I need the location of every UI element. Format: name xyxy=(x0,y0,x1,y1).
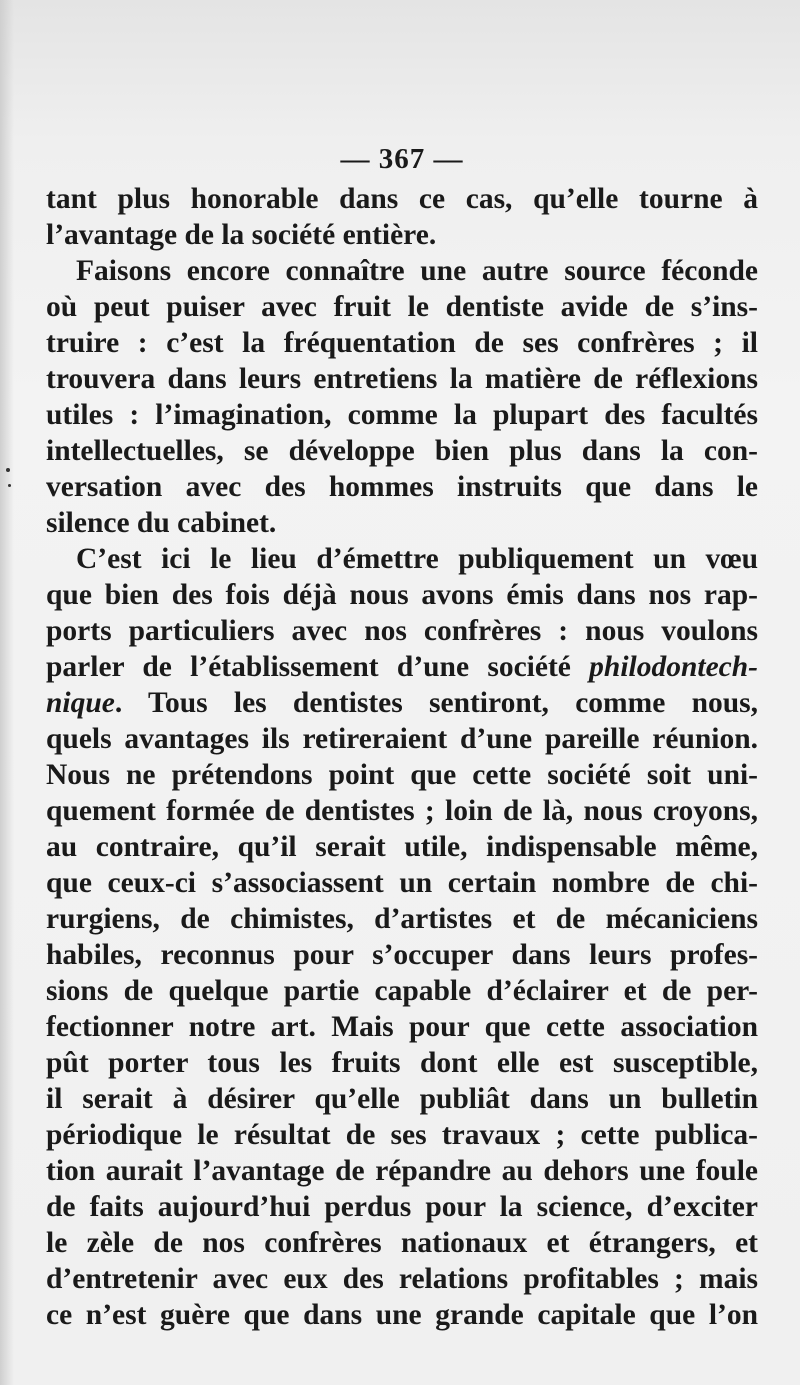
text-line: fectionner notre art. Mais pour que cette association xyxy=(46,1011,758,1043)
text-line: périodique le résultat de ses travaux ; cette publica- xyxy=(46,1119,758,1151)
text-line: Nous ne prétendons point que cette société soit uni- xyxy=(46,759,758,791)
ink-speck xyxy=(8,484,11,487)
text-line: quels avantages ils retireraient d’une pareille réunion. xyxy=(46,723,758,755)
text-line: versation avec des hommes instruits que dans le xyxy=(46,471,758,503)
text-line: utiles : l’imagination, comme la plupart des facultés xyxy=(46,399,758,431)
text-line: d’entretenir avec eux des relations profitables ; mais xyxy=(46,1263,758,1295)
text-line: tion aurait l’avantage de répandre au dehors une foule xyxy=(46,1155,758,1187)
text-line: tant plus honorable dans ce cas, qu’elle tourne à xyxy=(46,183,758,215)
text-line: habiles, reconnus pour s’occuper dans leurs profes- xyxy=(46,939,758,971)
text-line: intellectuelles, se développe bien plus dans la con- xyxy=(46,435,758,467)
italic-term: philodontech- xyxy=(589,651,758,683)
page-number: — 367 — xyxy=(340,143,464,175)
paragraph-first-line: C’est ici le lieu d’émettre publiquement un vœu xyxy=(76,543,758,575)
text-line: de faits aujourd’hui perdus pour la science, d’exciter xyxy=(46,1191,758,1223)
text-line: ce n’est guère que dans une grande capitale que l’on xyxy=(46,1299,758,1331)
text-line xyxy=(46,649,758,685)
text-line: quement formée de dentistes ; loin de là, nous croyons, xyxy=(46,795,758,827)
text-line: pût porter tous les fruits dont elle est susceptible, xyxy=(46,1047,758,1079)
ink-speck xyxy=(6,468,10,472)
text-line: l’avantage de la société entière. xyxy=(46,219,437,251)
text-line: le zèle de nos confrères nationaux et étrangers, et xyxy=(46,1227,758,1259)
text-line: silence du cabinet. xyxy=(46,507,277,539)
text-line: sions de quelque partie capable d’éclairer et de per- xyxy=(46,975,758,1007)
text-line: ports particuliers avec nos confrères : nous voulons xyxy=(46,615,758,647)
text-line: truire : c’est la fréquentation de ses confrères ; il xyxy=(46,327,758,359)
text-line: il serait à désirer qu’elle publiât dans un bulletin xyxy=(46,1083,758,1115)
text-line: que bien des fois déjà nous avons émis dans nos rap- xyxy=(46,579,758,611)
paragraph-first-line: Faisons encore connaître une autre source féconde xyxy=(76,255,758,287)
text-run: . Tous les dentistes sentiront, comme nous, xyxy=(114,687,758,719)
text-line: au contraire, qu’il serait utile, indispensable même, xyxy=(46,831,758,863)
text-line: rurgiens, de chimistes, d’artistes et de mécaniciens xyxy=(46,903,758,935)
italic-term: nique xyxy=(46,687,115,719)
text-line: trouvera dans leurs entretiens la matière de réflexions xyxy=(46,363,758,395)
text-line: que ceux-ci s’associassent un certain nombre de chi- xyxy=(46,867,758,899)
page-edge-shadow xyxy=(0,0,14,1385)
text-line xyxy=(46,685,758,721)
text-run: parler de l’établissement d’une société xyxy=(46,651,590,683)
text-line: où peut puiser avec fruit le dentiste avide de s’ins- xyxy=(46,291,758,323)
